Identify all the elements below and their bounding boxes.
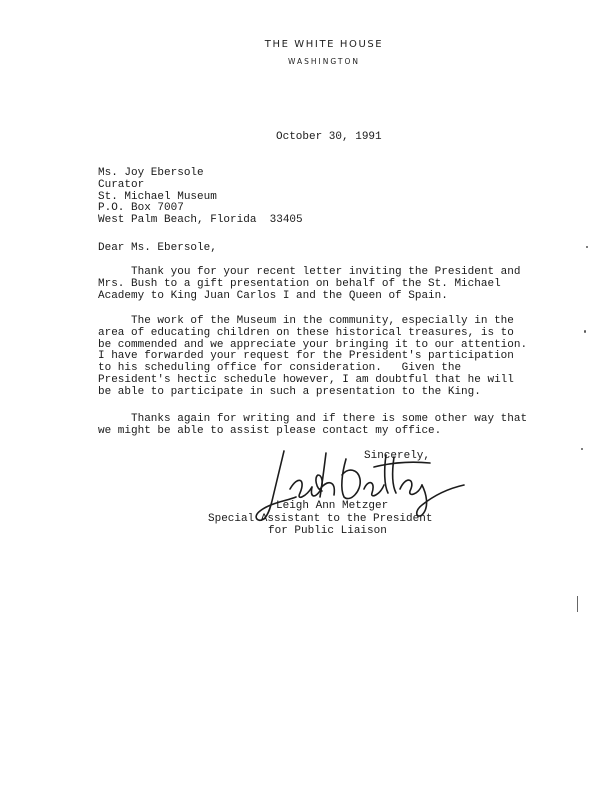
- signer-title: Special Assistant to the President: [208, 513, 433, 525]
- body-paragraph-3: [98, 414, 527, 438]
- body-line: The work of the Museum in the community, especially in the: [98, 315, 514, 327]
- body-paragraph-1: [98, 267, 520, 302]
- body-paragraph-2: [98, 316, 527, 399]
- body-line: Thanks again for writing and if there is some other way that: [98, 413, 528, 425]
- scan-speck: [584, 330, 586, 333]
- address-line: Ms. Joy Ebersole: [98, 167, 204, 179]
- body-line: we might be able to assist please contact my office.: [98, 424, 442, 437]
- body-line: be able to participate in such a presentation to the King.: [98, 385, 481, 398]
- scan-speck: [581, 448, 583, 450]
- letterhead-subtitle: WASHINGTON: [288, 57, 360, 66]
- body-line: be commended and we appreciate your bringing it to our attention.: [98, 338, 528, 351]
- signer-title-line-2: for Public Liaison: [268, 525, 387, 537]
- body-line: Thank you for your recent letter inviting the President and: [98, 266, 521, 278]
- salutation: Dear Ms. Ebersole,: [98, 242, 217, 254]
- body-line: Academy to King Juan Carlos I and the Queen of Spain.: [98, 289, 448, 302]
- body-line: area of educating children on these historical treasures, is to: [98, 326, 514, 339]
- letterhead: [0, 38, 600, 68]
- address-line: West Palm Beach, Florida 33405: [98, 214, 303, 227]
- scan-edge-mark: [577, 596, 578, 612]
- letterhead-title: THE WHITE HOUSE: [264, 39, 384, 50]
- address-line: P.O. Box 7007: [98, 202, 184, 215]
- body-line: I have forwarded your request for the President's participation: [98, 350, 514, 363]
- body-line: to his scheduling office for consideration. Given the: [98, 362, 462, 375]
- body-line: President's hectic schedule however, I am doubtful that he will: [98, 373, 514, 386]
- scan-speck: [586, 246, 588, 248]
- recipient-address: [98, 168, 303, 227]
- body-line: Mrs. Bush to a gift presentation on behalf of the St. Michael: [98, 277, 501, 290]
- letter-date: October 30, 1991: [276, 131, 382, 143]
- address-line: Curator: [98, 178, 145, 191]
- signer-name: Leigh Ann Metzger: [276, 500, 389, 512]
- address-line: St. Michael Museum: [98, 190, 217, 203]
- closing: Sincerely,: [364, 450, 431, 462]
